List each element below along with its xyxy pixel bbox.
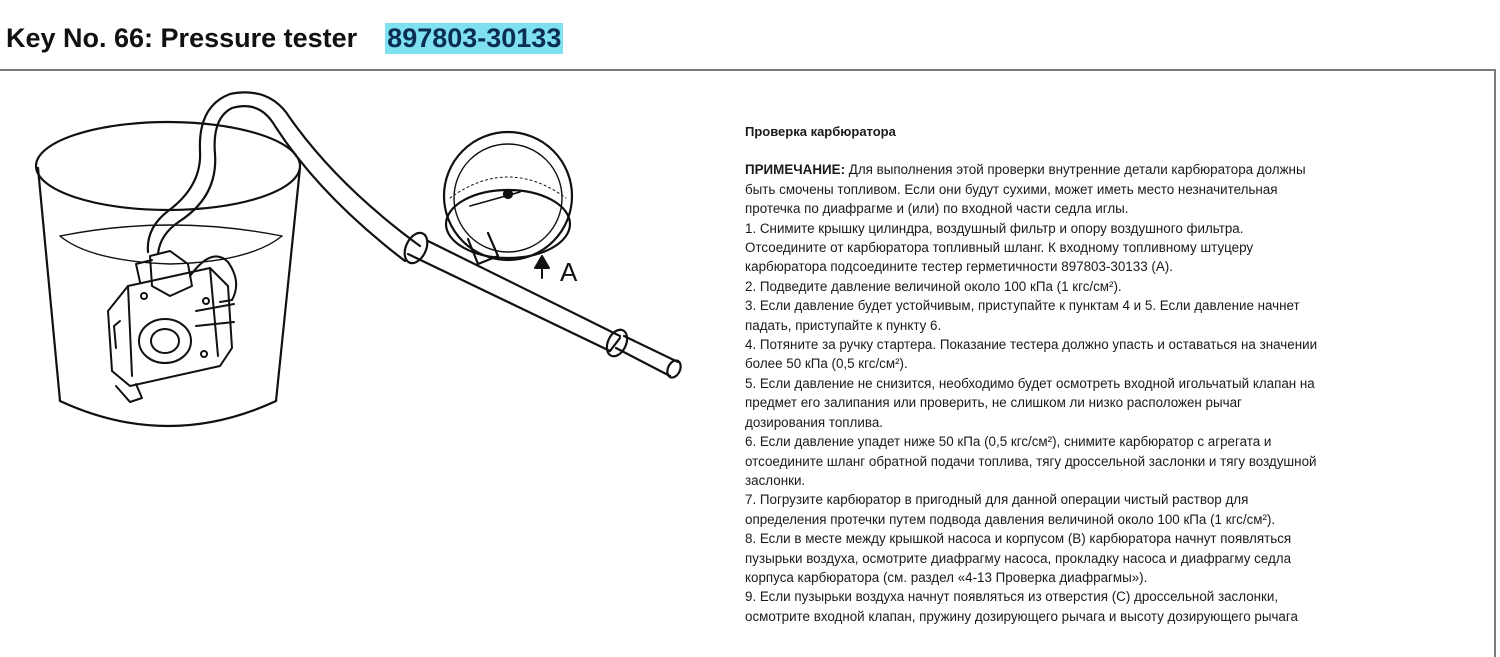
key-title: Key No. 66: Pressure tester [6,22,358,53]
page-heading [6,18,563,58]
note-text: Для выполнения этой проверки внутренние детали карбюратора должны [845,162,1306,178]
instruction-line: 9. Если пузырьки воздуха начнут появляться из отверстия (C) дроссельной заслонки, [745,589,1279,605]
instruction-line: осмотрите входной клапан, пружину дозирующего рычага и высоту дозирующего рычага [745,608,1298,624]
liquid-container [36,122,300,426]
instruction-line: протечка по диафрагме и (или) по входной части седла иглы. [745,201,1129,217]
instruction-line: 3. Если давление будет устойчивым, приступайте к пунктам 4 и 5. Если давление начнет [745,298,1300,314]
instruction-line: Отсоедините от карбюратора топливный шланг. К входному топливному штуцеру [745,240,1254,256]
instruction-line: определения протечки путем подвода давления величиной около 100 кПа (1 кгс/см²). [745,511,1276,527]
instruction-line: 1. Снимите крышку цилиндра, воздушный фильтр и опору воздушного фильтра. [745,220,1244,236]
instructions-block [745,122,1480,626]
part-number-highlight[interactable]: 897803-30133 [387,22,562,53]
instruction-line: быть смочены топливом. Если они будут сухими, может иметь место незначительная [745,181,1278,197]
instructions-title: Проверка карбюратора [745,124,896,139]
instruction-line: отсоедините шланг обратной подачи топлива, тягу дроссельной заслонки и тягу воздушной [745,453,1317,469]
note-line [745,160,1480,179]
callout-arrow-a [535,256,549,278]
callout-label-a: A [560,257,578,287]
instruction-line: заслонки. [745,472,806,488]
note-label: ПРИМЕЧАНИЕ: [745,162,846,178]
instruction-line: дозирования топлива. [745,414,883,430]
instruction-line: 5. Если давление не снизится, необходимо будет осмотреть входной игольчатый клапан на [745,375,1315,391]
instruction-line: 7. Погрузите карбюратор в пригодный для данной операции чистый раствор для [745,492,1249,508]
hose [148,92,420,261]
instruction-line: 6. Если давление упадет ниже 50 кПа (0,5 кгс/см²), снимите карбюратор с агрегата и [745,434,1272,450]
instruction-line: более 50 кПа (0,5 кгс/см²). [745,356,908,372]
pressure-gauge [444,132,572,264]
instruction-line: 4. Потяните за ручку стартера. Показание тестера должно упасть и оставаться на значении [745,337,1318,353]
instruction-line: корпуса карбюратора (см. раздел «4-13 Проверка диафрагмы»). [745,569,1148,585]
carburetor [108,251,236,402]
instruction-line: карбюратора подсоедините тестер герметичности 897803-30133 (A). [745,259,1173,275]
instruction-line: падать, приступайте к пункту 6. [745,317,942,333]
instruction-line: пузырьки воздуха, осмотрите диафрагму насоса, прокладку насоса и диафрагму седла [745,550,1292,566]
instruction-line: предмет его залипания или проверить, не слишком ли низко расположен рычаг [745,395,1242,411]
instruction-line: 2. Подведите давление величиной около 100 кПа (1 кгс/см²). [745,278,1122,294]
instruction-line: 8. Если в месте между крышкой насоса и корпусом (B) карбюратора начнут появляться [745,531,1292,547]
pressure-tester-illustration [20,86,690,456]
